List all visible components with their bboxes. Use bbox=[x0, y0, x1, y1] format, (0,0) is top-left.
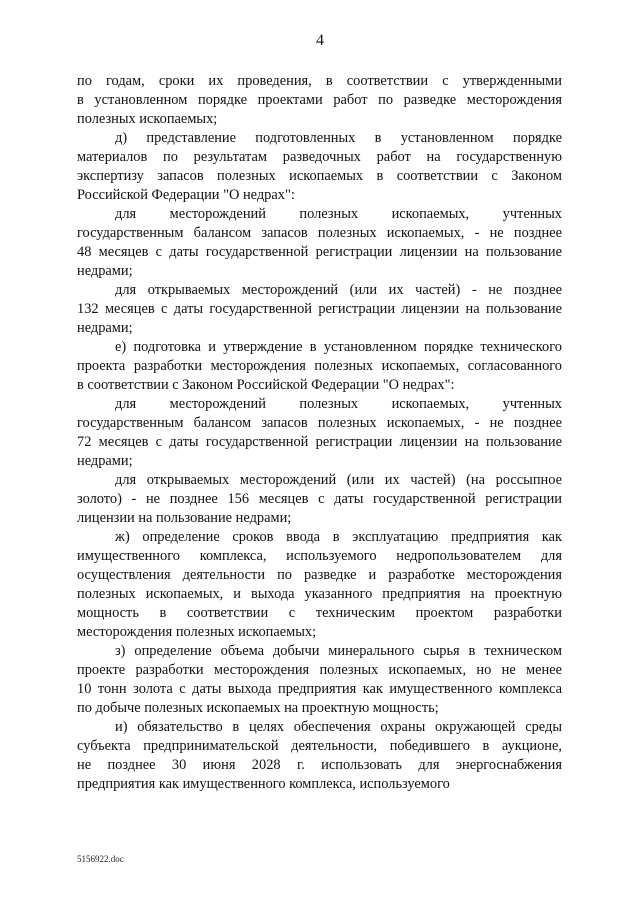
text-line: осуществления деятельности по разведке и разработке месторождения bbox=[77, 567, 562, 583]
text-line: для месторождений полезных ископаемых, учтенных bbox=[115, 206, 562, 222]
footer-filename: 5156922.doc bbox=[77, 854, 124, 864]
paragraph bbox=[77, 129, 562, 205]
paragraph bbox=[77, 395, 562, 471]
text-line: д) представление подготовленных в установленном порядке bbox=[115, 130, 562, 146]
text-line: 72 месяцев с даты государственной регистрации лицензии на пользование bbox=[77, 434, 562, 450]
text-line: лицензии на пользование недрами; bbox=[77, 510, 292, 526]
text-line: проекте разработки месторождения полезных ископаемых, но не менее bbox=[77, 662, 562, 678]
text-line: Российской Федерации "О недрах": bbox=[77, 187, 295, 203]
text-line: по добыче полезных ископаемых на проектную мощность; bbox=[77, 700, 439, 716]
text-line: государственным балансом запасов полезных ископаемых, - не позднее bbox=[77, 415, 562, 431]
paragraph bbox=[77, 281, 562, 338]
text-line: недрами; bbox=[77, 263, 133, 279]
text-line: полезных ископаемых; bbox=[77, 111, 218, 127]
text-line: е) подготовка и утверждение в установленном порядке технического bbox=[115, 339, 562, 355]
paragraph bbox=[77, 205, 562, 281]
text-line: 10 тонн золота с даты выхода предприятия как имущественного комплекса bbox=[77, 681, 562, 697]
text-line: по годам, сроки их проведения, в соответствии с утвержденными bbox=[77, 73, 562, 89]
document-body bbox=[77, 72, 562, 794]
text-line: 48 месяцев с даты государственной регистрации лицензии на пользование bbox=[77, 244, 562, 260]
text-line: в соответствии с Законом Российской Федерации "О недрах": bbox=[77, 377, 455, 393]
text-line: мощность в соответствии с техническим проектом разработки bbox=[77, 605, 562, 621]
text-line: для открываемых месторождений (или их частей) (на россыпное bbox=[115, 472, 562, 488]
text-line: и) обязательство в целях обеспечения охраны окружающей среды bbox=[115, 719, 562, 735]
text-line: 132 месяцев с даты государственной регистрации лицензии на пользование bbox=[77, 301, 562, 317]
text-line: материалов по результатам разведочных работ на государственную bbox=[77, 149, 562, 165]
text-line: месторождения полезных ископаемых; bbox=[77, 624, 317, 640]
text-line: проекта разработки месторождения полезных ископаемых, согласованного bbox=[77, 358, 562, 374]
text-line: полезных ископаемых, и выхода указанного предприятия на проектную bbox=[77, 586, 562, 602]
text-line: з) определение объема добычи минерального сырья в техническом bbox=[115, 643, 562, 659]
paragraph bbox=[77, 528, 562, 642]
paragraph bbox=[77, 338, 562, 395]
text-line: имущественного комплекса, используемого недропользователем для bbox=[77, 548, 562, 564]
text-line: ж) определение сроков ввода в эксплуатацию предприятия как bbox=[115, 529, 562, 545]
text-line: в установленном порядке проектами работ по разведке месторождения bbox=[77, 92, 562, 108]
text-line: государственным балансом запасов полезных ископаемых, - не позднее bbox=[77, 225, 562, 241]
text-line: для месторождений полезных ископаемых, учтенных bbox=[115, 396, 562, 412]
text-line: недрами; bbox=[77, 453, 133, 469]
paragraph bbox=[77, 718, 562, 794]
text-line: недрами; bbox=[77, 320, 133, 336]
paragraph bbox=[77, 471, 562, 528]
text-line: экспертизу запасов полезных ископаемых в соответствии с Законом bbox=[77, 168, 562, 184]
paragraph bbox=[77, 72, 562, 129]
page-number: 4 bbox=[316, 32, 324, 49]
text-line: для открываемых месторождений (или их частей) - не позднее bbox=[115, 282, 562, 298]
text-line: субъекта предпринимательской деятельности, победившего в аукционе, bbox=[77, 738, 562, 754]
text-line: не позднее 30 июня 2028 г. использовать для энергоснабжения bbox=[77, 757, 562, 773]
text-line: предприятия как имущественного комплекса, используемого bbox=[77, 776, 450, 792]
paragraph bbox=[77, 642, 562, 718]
text-line: золото) - не позднее 156 месяцев с даты государственной регистрации bbox=[77, 491, 562, 507]
